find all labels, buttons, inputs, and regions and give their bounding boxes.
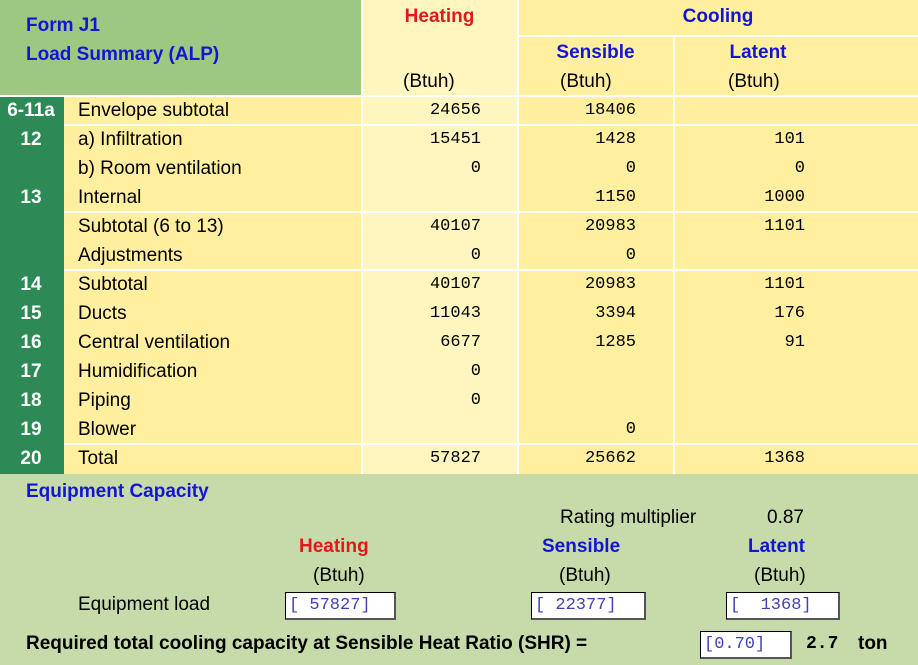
equipment-sensible-unit: (Btuh) xyxy=(559,565,611,586)
row-label: a) Infiltration xyxy=(78,129,183,150)
equipment-sensible-load-field[interactable]: [ 22377] xyxy=(531,592,646,620)
latent-value: 91 xyxy=(784,333,805,352)
sensible-unit: (Btuh) xyxy=(560,71,612,92)
form-subtitle: Load Summary (ALP) xyxy=(26,44,220,65)
shr-field[interactable]: [0.70] xyxy=(700,631,792,659)
sensible-value: 20983 xyxy=(584,275,636,294)
rating-multiplier-value: 0.87 xyxy=(767,507,804,528)
latent-value: 1101 xyxy=(764,275,805,294)
tons-unit: ton xyxy=(858,633,888,654)
shr-label: Required total cooling capacity at Sensible Heat Ratio (SHR) = xyxy=(26,633,588,654)
sensible-value: 25662 xyxy=(584,449,636,468)
row-label: Blower xyxy=(78,419,137,440)
latent-value: 1101 xyxy=(764,217,805,236)
latent-value: 1368 xyxy=(764,449,805,468)
row-number: 6-11a xyxy=(7,100,55,121)
row-number: 13 xyxy=(20,187,42,208)
equipment-capacity-title: Equipment Capacity xyxy=(26,481,209,502)
sensible-value: 0 xyxy=(625,420,636,439)
row-number: 12 xyxy=(20,129,42,150)
heating-header: Heating xyxy=(404,6,475,27)
equipment-heating-load-field[interactable]: [ 57827] xyxy=(285,592,396,620)
row-number: 20 xyxy=(20,448,42,469)
heating-value: 24656 xyxy=(429,101,481,120)
row-number: 17 xyxy=(20,361,42,382)
heating-value: 0 xyxy=(470,362,481,381)
row-number: 16 xyxy=(20,332,42,353)
required-tons-value: 2.7 xyxy=(806,634,839,654)
row-label: Humidification xyxy=(78,361,198,382)
heating-value: 11043 xyxy=(429,304,481,323)
heating-unit: (Btuh) xyxy=(403,71,455,92)
latent-value: 101 xyxy=(774,130,805,149)
latent-value: 176 xyxy=(774,304,805,323)
equipment-heating-unit: (Btuh) xyxy=(313,565,365,586)
row-label: Subtotal (6 to 13) xyxy=(78,216,224,237)
cooling-header: Cooling xyxy=(682,6,754,27)
equipment-latent-load-field[interactable]: [ 1368] xyxy=(726,592,840,620)
equipment-sensible-header: Sensible xyxy=(542,536,621,557)
rating-multiplier-label: Rating multiplier xyxy=(560,507,697,528)
row-label: Adjustments xyxy=(78,245,183,266)
form-title: Form J1 xyxy=(26,15,100,36)
sensible-value: 1150 xyxy=(595,188,636,207)
row-label: Ducts xyxy=(78,303,127,324)
heating-value: 15451 xyxy=(429,130,481,149)
row-label: Central ventilation xyxy=(78,332,231,353)
row-number: 15 xyxy=(20,303,42,324)
sensible-value: 0 xyxy=(625,246,636,265)
sensible-value: 18406 xyxy=(584,101,636,120)
heating-value: 40107 xyxy=(429,275,481,294)
sensible-value: 3394 xyxy=(595,304,636,323)
row-number: 14 xyxy=(20,274,42,295)
latent-unit: (Btuh) xyxy=(728,71,780,92)
heating-value: 57827 xyxy=(429,449,481,468)
row-label: Envelope subtotal xyxy=(78,100,230,121)
row-number: 19 xyxy=(20,419,42,440)
latent-value: 1000 xyxy=(764,188,805,207)
row-number: 18 xyxy=(20,390,42,411)
sensible-value: 0 xyxy=(625,159,636,178)
heating-value: 6677 xyxy=(440,333,481,352)
latent-header: Latent xyxy=(729,42,787,63)
sensible-value: 20983 xyxy=(584,217,636,236)
heating-value: 0 xyxy=(470,246,481,265)
row-label: Subtotal xyxy=(78,274,148,295)
equipment-latent-unit: (Btuh) xyxy=(754,565,806,586)
equipment-heating-header: Heating xyxy=(299,536,369,557)
heating-value: 40107 xyxy=(429,217,481,236)
row-label: Total xyxy=(78,448,119,469)
heating-value: 0 xyxy=(470,159,481,178)
equipment-latent-header: Latent xyxy=(748,536,805,557)
latent-value: 0 xyxy=(794,159,805,178)
sensible-header: Sensible xyxy=(556,42,635,63)
row-label: Internal xyxy=(78,187,142,208)
sensible-value: 1428 xyxy=(595,130,636,149)
heating-value: 0 xyxy=(470,391,481,410)
sensible-value: 1285 xyxy=(595,333,636,352)
row-label: Piping xyxy=(78,390,131,411)
row-label: b) Room ventilation xyxy=(78,158,242,179)
equipment-load-label: Equipment load xyxy=(78,594,211,615)
